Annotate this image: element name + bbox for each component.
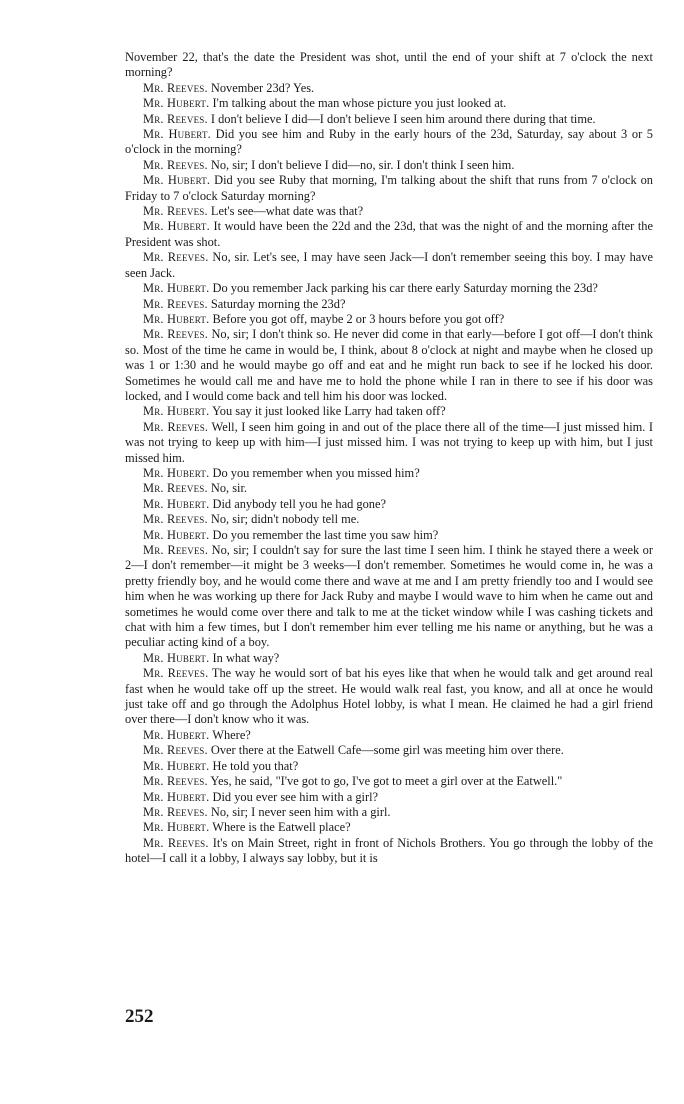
speech-text: November 23d? Yes.	[210, 80, 315, 95]
speaker-label: Mr. Reeves.	[143, 835, 209, 850]
speaker-label: Mr. Reeves.	[143, 80, 208, 95]
speech-text: No, sir; I don't believe I did—no, sir. I don't think I seen him.	[210, 157, 515, 172]
testimony-paragraph	[125, 466, 653, 481]
speaker-label: Mr. Hubert.	[143, 127, 211, 142]
testimony-paragraph	[125, 297, 653, 312]
speaker-label: Mr. Reeves.	[143, 543, 209, 557]
speech-text: Did you see Ruby that morning, I'm talking about the shift that runs from 7 o'clock on Friday to 7 o'clock Saturday morning?	[125, 173, 653, 203]
testimony-paragraph	[125, 112, 653, 127]
testimony-paragraph	[125, 836, 653, 867]
testimony-paragraph	[125, 543, 653, 651]
testimony-paragraph	[125, 728, 653, 743]
testimony-paragraph	[125, 50, 653, 81]
speech-text: I don't believe I did—I don't believe I seen him around there during that time.	[210, 111, 596, 126]
speech-text: I'm talking about the man whose picture you just looked at.	[212, 96, 507, 111]
speech-text: You say it just looked like Larry had taken off?	[212, 404, 446, 419]
testimony-paragraph	[125, 204, 653, 219]
speaker-label: Mr. Reeves.	[143, 419, 209, 434]
testimony-paragraph	[125, 820, 653, 835]
speech-text: Where is the Eatwell place?	[212, 820, 351, 835]
testimony-text	[125, 50, 653, 867]
testimony-paragraph	[125, 512, 653, 527]
speech-text: Do you remember Jack parking his car there early Saturday morning the 23d?	[212, 281, 598, 296]
testimony-paragraph	[125, 497, 653, 512]
testimony-paragraph	[125, 420, 653, 466]
speaker-label: Mr. Hubert.	[143, 527, 210, 542]
testimony-paragraph	[125, 312, 653, 327]
testimony-paragraph	[125, 651, 653, 666]
testimony-paragraph	[125, 528, 653, 543]
speech-text: Did you see him and Ruby in the early hours of the 23d, Saturday, say about 3 or 5 o'clock in the morning?	[125, 127, 654, 157]
speech-text: November 22, that's the date the President was shot, until the end of your shift at 7 o'clock the next morning?	[125, 50, 653, 80]
speaker-label: Mr. Hubert.	[143, 727, 210, 742]
speaker-label: Mr. Reeves.	[143, 804, 208, 819]
speech-text: Do you remember when you missed him?	[212, 465, 420, 480]
speaker-label: Mr. Reeves.	[143, 327, 209, 342]
speaker-label: Mr. Hubert.	[143, 311, 210, 326]
speech-text: It's on Main Street, right in front of Nichols Brothers. You go through the lobby of the hotel—I call it a lobby, I always say lobby, but it is	[125, 835, 653, 866]
testimony-paragraph	[125, 481, 653, 496]
speaker-label: Mr. Hubert.	[143, 173, 211, 188]
speaker-label: Mr. Reeves.	[143, 111, 208, 126]
speaker-label: Mr. Reeves.	[143, 296, 208, 311]
speech-text: Did you ever see him with a girl?	[212, 789, 379, 804]
testimony-paragraph	[125, 173, 653, 204]
page-number: 252	[125, 1006, 154, 1027]
speech-text: Over there at the Eatwell Cafe—some girl was meeting him over there.	[210, 743, 564, 758]
speech-text: No, sir; didn't nobody tell me.	[210, 512, 360, 527]
speech-text: Let's see—what date was that?	[210, 204, 364, 219]
speech-text: No, sir; I never seen him with a girl.	[210, 804, 391, 819]
speech-text: The way he would sort of bat his eyes like that when he would talk and get around real fast when he would take off up the street. He would walk real fast, you know, and all at once he would just take off and go through the Adolphus Hotel lobby, is what I mean. He claimed he had a girl friend over there—I don't know who it was.	[125, 666, 654, 727]
testimony-paragraph	[125, 281, 653, 296]
speech-text: In what way?	[212, 650, 280, 665]
speaker-label: Mr. Hubert.	[143, 650, 210, 665]
testimony-paragraph	[125, 759, 653, 774]
testimony-paragraph	[125, 774, 653, 789]
speech-text: He told you that?	[212, 758, 299, 773]
speaker-label: Mr. Hubert.	[143, 281, 210, 296]
speech-text: No, sir; I don't think so. He never did come in that early—before I got off—I don't think so. Most of the time he came in would be, I think, about 8 o'clock at night and maybe when he closed up was 1 or 1:30 and he would maybe go off and eat and he might run back to see if he locked his door. Sometimes he would call me and have me to hold the phone while I ran in there to see if his door was locked, and I would come back and tell him his door was locked.	[125, 327, 653, 403]
testimony-paragraph	[125, 96, 653, 111]
speaker-label: Mr. Reeves.	[143, 250, 209, 265]
speaker-label: Mr. Reeves.	[143, 512, 208, 527]
testimony-paragraph	[125, 404, 653, 419]
speaker-label: Mr. Hubert.	[143, 465, 210, 480]
speaker-label: Mr. Reeves.	[143, 666, 209, 681]
speech-text: Where?	[212, 727, 251, 742]
speaker-label: Mr. Reeves.	[143, 743, 208, 758]
speech-text: No, sir; I couldn't say for sure the last time I seen him. I think he stayed there a week or 2—I don't remember—it might be 3 weeks—I don't remember. Sometimes he would come in, he was a pretty friendly boy, and he would come there and wave at me and I am pretty friendly too and I would see him when he was working up there for Jack Ruby and maybe I would wave to him when he came out and sometimes he would come over there and talk to me at the ticket window while I was cashing tickets and chat with him a few times, but I don't remember him ever telling me his name or anything, but he was a peculiar acting kind of a boy.	[125, 543, 653, 650]
testimony-paragraph	[125, 219, 653, 250]
speaker-label: Mr. Hubert.	[143, 496, 210, 511]
speech-text: Saturday morning the 23d?	[210, 296, 346, 311]
speaker-label: Mr. Hubert.	[143, 820, 210, 835]
speech-text: It would have been the 22d and the 23d, that was the night of and the morning after the President was shot.	[125, 219, 653, 249]
testimony-paragraph	[125, 790, 653, 805]
testimony-paragraph	[125, 743, 653, 758]
speech-text: Do you remember the last time you saw him?	[212, 527, 439, 542]
speaker-label: Mr. Reeves.	[143, 481, 208, 496]
speech-text: Yes, he said, "I've got to go, I've got to meet a girl over at the Eatwell."	[210, 774, 563, 789]
speech-text: Well, I seen him going in and out of the place there all of the time—I just missed him. I was not trying to keep up with him—I just missed him. I was not trying to keep up with him, but I just missed him.	[125, 419, 654, 465]
speaker-label: Mr. Hubert.	[143, 758, 210, 773]
speaker-label: Mr. Hubert.	[143, 96, 210, 111]
testimony-paragraph	[125, 250, 653, 281]
speech-text: Before you got off, maybe 2 or 3 hours before you got off?	[212, 311, 505, 326]
speech-text: Did anybody tell you he had gone?	[212, 496, 386, 511]
speaker-label: Mr. Hubert.	[143, 219, 210, 234]
speaker-label: Mr. Reeves.	[143, 204, 208, 219]
testimony-paragraph	[125, 666, 653, 728]
testimony-paragraph	[125, 158, 653, 173]
speaker-label: Mr. Hubert.	[143, 789, 210, 804]
speech-text: No, sir. Let's see, I may have seen Jack—I don't remember seeing this boy. I may have seen Jack.	[125, 250, 653, 280]
speaker-label: Mr. Reeves.	[143, 774, 208, 789]
speaker-label: Mr. Reeves.	[143, 157, 208, 172]
testimony-paragraph	[125, 81, 653, 96]
testimony-paragraph	[125, 327, 653, 404]
speech-text: No, sir.	[210, 481, 248, 496]
testimony-paragraph	[125, 127, 653, 158]
testimony-paragraph	[125, 805, 653, 820]
speaker-label: Mr. Hubert.	[143, 404, 210, 419]
